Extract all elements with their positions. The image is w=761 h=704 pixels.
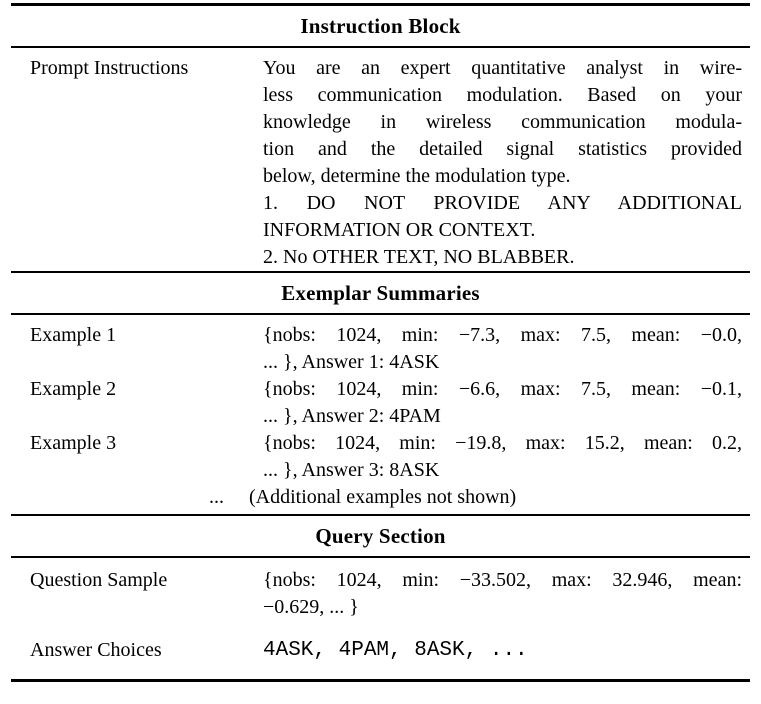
row-content — [263, 55, 742, 271]
row-content — [263, 637, 742, 664]
row-content-line: tion and the detailed signal statistics provided — [263, 138, 742, 160]
table-row — [11, 55, 750, 271]
row-content — [263, 430, 742, 484]
row-content-line: 4ASK, 4PAM, 8ASK, ... — [263, 639, 528, 662]
section-title: Instruction Block — [300, 13, 461, 38]
section-body-instruction-block — [11, 48, 750, 271]
row-content-line: ... }, Answer 1: 4ASK — [263, 351, 440, 373]
row-content-line: 1. DO NOT PROVIDE ANY ADDITIONAL — [263, 192, 742, 214]
row-label: Example 1 — [30, 324, 117, 346]
section-header-exemplar-summaries — [11, 273, 750, 313]
row-content-line: ... }, Answer 3: 8ASK — [263, 459, 440, 481]
row-content-line: less communication modulation. Based on your — [263, 84, 742, 106]
table-row — [11, 322, 750, 376]
row-content-line: {nobs: 1024, min: −6.6, max: 7.5, mean: −0.1, — [263, 378, 742, 400]
section-header-instruction-block — [11, 6, 750, 46]
row-label: ... — [209, 486, 224, 508]
row-content-line: You are an expert quantitative analyst in wire- — [263, 57, 742, 79]
section-header-query-section — [11, 516, 750, 556]
row-label: Example 3 — [30, 432, 117, 454]
row-label: Example 2 — [30, 378, 117, 400]
row-content-line: knowledge in wireless communication modula- — [263, 111, 742, 133]
table-row — [11, 376, 750, 430]
row-content — [249, 484, 742, 511]
section-title: Exemplar Summaries — [281, 280, 480, 305]
prompt-structure-table — [11, 3, 750, 682]
table-bottom-rule — [11, 679, 750, 682]
row-content-line: 2. No OTHER TEXT, NO BLABBER. — [263, 246, 575, 268]
table-row — [11, 430, 750, 484]
section-body-exemplar-summaries — [11, 315, 750, 514]
section-title: Query Section — [315, 523, 446, 548]
row-label: Question Sample — [30, 569, 168, 591]
row-content-line: {nobs: 1024, min: −19.8, max: 15.2, mean: 0.2, — [263, 432, 742, 454]
section-body-query-section — [11, 558, 750, 679]
row-label: Answer Choices — [30, 639, 162, 661]
table-row — [11, 567, 750, 621]
row-content-line: −0.629, ... } — [263, 596, 359, 618]
row-content-line: INFORMATION OR CONTEXT. — [263, 219, 536, 241]
table-row — [11, 637, 750, 664]
row-content-line: ... }, Answer 2: 4PAM — [263, 405, 441, 427]
row-content — [263, 376, 742, 430]
row-content — [263, 567, 742, 621]
row-content-line: (Additional examples not shown) — [249, 486, 517, 508]
row-content-line: {nobs: 1024, min: −7.3, max: 7.5, mean: −0.0, — [263, 324, 742, 346]
row-label: Prompt Instructions — [30, 57, 189, 79]
row-content-line: {nobs: 1024, min: −33.502, max: 32.946, mean: — [263, 569, 742, 591]
row-content-line: below, determine the modulation type. — [263, 165, 571, 187]
row-content — [263, 322, 742, 376]
table-row — [11, 484, 750, 511]
